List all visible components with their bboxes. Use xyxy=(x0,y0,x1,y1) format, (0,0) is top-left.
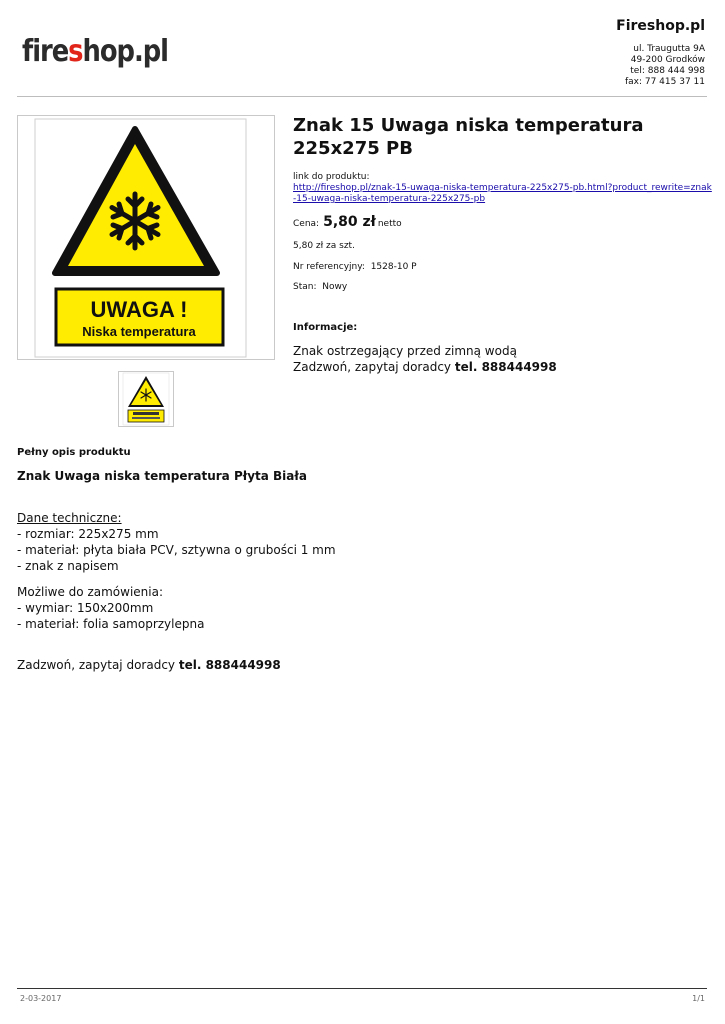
reference-value: 1528-10 P xyxy=(370,262,417,272)
condition xyxy=(293,282,347,292)
info-phone: tel. 888444998 xyxy=(454,360,557,374)
info-text xyxy=(293,343,557,375)
tech-heading: Dane techniczne: xyxy=(17,511,122,525)
address-city: 49-200 Grodków xyxy=(630,55,705,65)
reference-label: Nr referencyjny: xyxy=(293,262,365,272)
product-link[interactable]: http://fireshop.pl/znak-15-uwaga-niska-temperatura-225x275-pb.html?product_rewrite=znak-15-uwaga-niska-temperatura-225x275-pb xyxy=(293,183,712,204)
address-street: ul. Traugutta 9A xyxy=(633,44,705,54)
shop-name: Fireshop.pl xyxy=(616,18,705,34)
address-phone: tel: 888 444 998 xyxy=(630,66,705,76)
description-body xyxy=(17,510,336,632)
order-item: - wymiar: 150x200mm xyxy=(17,601,154,615)
price-row xyxy=(293,214,402,230)
order-heading: Możliwe do zamówienia: xyxy=(17,585,163,599)
description-call: Zadzwoń, zapytaj doradcy tel. 888444998 xyxy=(17,658,281,672)
price-value: 5,80 zł xyxy=(323,214,376,230)
footer-date: 2-03-2017 xyxy=(20,994,62,1003)
tech-item: - znak z napisem xyxy=(17,559,119,573)
shop-address xyxy=(625,44,705,88)
address-fax: fax: 77 415 37 11 xyxy=(624,77,705,87)
product-title: Znak 15 Uwaga niska temperatura 225x275 PB xyxy=(293,115,644,159)
info-heading: Informacje: xyxy=(293,322,358,333)
footer-divider xyxy=(17,988,707,989)
price-label: Cena: xyxy=(293,219,320,229)
unit-price: 5,80 zł za szt. xyxy=(293,241,355,251)
info-call: Zadzwoń, zapytaj doradcy tel. 888444998 xyxy=(293,360,557,374)
condition-value: Nowy xyxy=(322,282,348,292)
header-divider xyxy=(17,96,707,97)
tech-item: - materiał: płyta biała PCV, sztywna o grubości 1 mm xyxy=(17,543,336,557)
full-description-heading: Pełny opis produktu xyxy=(17,447,131,458)
product-link-label: link do produktu: xyxy=(293,172,370,182)
reference-number xyxy=(293,262,417,272)
product-image[interactable] xyxy=(17,115,275,360)
warning-sign-image xyxy=(18,116,274,359)
sign-text-low-temperature: Niska temperatura xyxy=(82,324,196,339)
thumbnail-image xyxy=(119,372,173,426)
info-line: Znak ostrzegający przed zimną wodą xyxy=(293,344,517,358)
condition-label: Stan: xyxy=(293,282,317,292)
sign-text-warning: UWAGA ! xyxy=(90,297,188,322)
footer-page-number: 1/1 xyxy=(692,994,705,1003)
description-phone: tel. 888444998 xyxy=(178,658,281,672)
order-item: - materiał: folia samoprzylepna xyxy=(17,617,205,631)
price-suffix: netto xyxy=(377,219,402,229)
tech-item: - rozmiar: 225x275 mm xyxy=(17,527,159,541)
shop-logo[interactable]: fireshop.pl xyxy=(22,34,168,69)
product-thumbnail[interactable] xyxy=(118,371,174,427)
description-title: Znak Uwaga niska temperatura Płyta Biała xyxy=(17,469,307,483)
